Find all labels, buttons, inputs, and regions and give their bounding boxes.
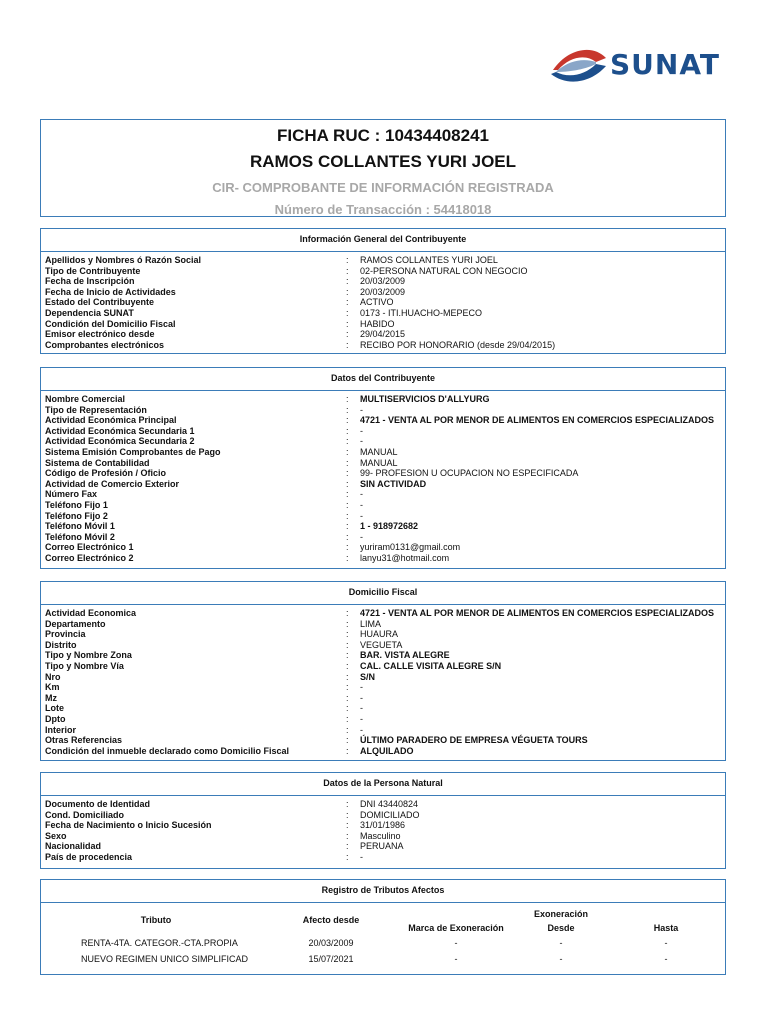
col-header-exoneracion: Exoneración xyxy=(533,909,589,919)
separator: : xyxy=(346,639,349,650)
table-row xyxy=(41,436,725,447)
separator: : xyxy=(346,531,349,542)
table-row xyxy=(41,693,725,704)
table-row xyxy=(41,799,725,810)
field-value: 99- PROFESION U OCUPACION NO ESPECIFICADA xyxy=(360,468,579,479)
col-header-tributo: Tributo xyxy=(140,915,172,925)
field-value: 4721 - VENTA AL POR MENOR DE ALIMENTOS EN COMERCIOS ESPECIALIZADOS xyxy=(360,608,715,618)
field-value: - xyxy=(360,713,363,724)
field-label: Teléfono Fijo 1 xyxy=(45,499,108,510)
separator: : xyxy=(346,478,349,489)
field-label: Actividad Economica xyxy=(45,608,137,618)
taxpayer-name: RAMOS COLLANTES YURI JOEL xyxy=(249,152,517,171)
field-value: 31/01/1986 xyxy=(360,820,406,831)
field-value: RECIBO POR HONORARIO (desde 29/04/2015) xyxy=(360,339,556,350)
separator: : xyxy=(346,692,349,703)
field-value: 4721 - VENTA AL POR MENOR DE ALIMENTOS EN COMERCIOS ESPECIALIZADOS xyxy=(360,415,715,426)
field-label: Teléfono Móvil 1 xyxy=(45,521,115,532)
separator: : xyxy=(346,608,349,618)
section-title: Domicilio Fiscal xyxy=(41,582,725,605)
table-row xyxy=(41,405,725,416)
table-row xyxy=(41,672,725,683)
separator: : xyxy=(346,724,349,735)
section-rows xyxy=(41,796,725,863)
separator: : xyxy=(346,394,349,404)
col-header-desde: Desde xyxy=(547,923,575,933)
table-row xyxy=(41,542,725,553)
tributo-cell-tributo: RENTA-4TA. CATEGOR.-CTA.PROPIA xyxy=(81,938,238,948)
field-value: BAR. VISTA ALEGRE xyxy=(360,650,450,661)
table-row xyxy=(41,340,725,351)
table-row xyxy=(41,297,725,308)
separator: : xyxy=(346,255,349,265)
table-row xyxy=(41,521,725,532)
field-value: RAMOS COLLANTES YURI JOEL xyxy=(360,255,498,265)
separator: : xyxy=(346,468,349,479)
table-row xyxy=(41,511,725,522)
separator: : xyxy=(346,446,349,457)
field-label: Tipo y Nombre Zona xyxy=(45,650,132,661)
separator: : xyxy=(346,489,349,500)
field-label: Documento de Identidad xyxy=(45,799,151,809)
field-label: Sistema de Contabilidad xyxy=(45,457,150,468)
sunat-swoosh-icon xyxy=(548,40,618,90)
table-row xyxy=(41,266,725,277)
field-label: Fecha de Nacimiento o Inicio Sucesión xyxy=(45,820,212,831)
field-label: Actividad Económica Secundaria 2 xyxy=(45,436,195,447)
field-label: Tipo y Nombre Vía xyxy=(45,660,124,671)
field-label: Correo Electrónico 2 xyxy=(45,552,134,563)
separator: : xyxy=(346,286,349,297)
section-rows xyxy=(41,605,725,756)
tributo-cell-marca: - xyxy=(454,938,458,948)
field-label: Teléfono Fijo 2 xyxy=(45,510,108,521)
tributo-cell-desde: - xyxy=(559,954,563,964)
separator: : xyxy=(346,682,349,693)
tributo-cell-afecto: 20/03/2009 xyxy=(308,938,354,948)
separator: : xyxy=(346,542,349,553)
field-value: SIN ACTIVIDAD xyxy=(360,478,427,489)
header-box xyxy=(40,119,726,217)
table-row xyxy=(41,714,725,725)
field-value: DOMICILIADO xyxy=(360,809,420,820)
field-label: Actividad Económica Secundaria 1 xyxy=(45,425,195,436)
separator: : xyxy=(346,660,349,671)
field-value: 02-PERSONA NATURAL CON NEGOCIO xyxy=(360,265,528,276)
field-label: Condición del Domicilio Fiscal xyxy=(45,318,176,329)
separator: : xyxy=(346,713,349,724)
separator: : xyxy=(346,650,349,661)
field-value: CAL. CALLE VISITA ALEGRE S/N xyxy=(360,660,502,671)
table-row xyxy=(41,415,725,426)
separator: : xyxy=(346,841,349,852)
field-value: - xyxy=(360,499,363,510)
separator: : xyxy=(346,307,349,318)
table-row xyxy=(41,479,725,490)
table-row xyxy=(41,682,725,693)
field-value: - xyxy=(360,682,363,693)
col-header-afecto-desde: Afecto desde xyxy=(302,915,360,925)
separator: : xyxy=(346,499,349,510)
field-value: - xyxy=(360,703,363,714)
field-label: País de procedencia xyxy=(45,851,133,862)
field-label: Apellidos y Nombres ó Razón Social xyxy=(45,255,202,265)
field-label: Cond. Domiciliado xyxy=(45,809,125,820)
section-title: Información General del Contribuyente xyxy=(41,229,725,252)
separator: : xyxy=(346,552,349,563)
separator: : xyxy=(346,404,349,415)
field-value: HUAURA xyxy=(360,629,399,640)
field-value: - xyxy=(360,851,363,862)
field-value: DNI 43440824 xyxy=(360,799,419,809)
field-label: Interior xyxy=(45,724,77,735)
section-rows xyxy=(41,252,725,350)
field-value: Masculino xyxy=(360,830,401,841)
col-header-hasta: Hasta xyxy=(653,923,679,933)
field-value: - xyxy=(360,436,363,447)
table-row xyxy=(41,287,725,298)
tributo-cell-hasta: - xyxy=(664,954,668,964)
separator: : xyxy=(346,703,349,714)
field-label: Número Fax xyxy=(45,489,98,500)
col-header-marca-exoneracion: Marca de Exoneración xyxy=(408,923,504,933)
field-value: ALQUILADO xyxy=(360,745,414,756)
field-label: Tipo de Representación xyxy=(45,404,147,415)
field-value: ÚLTIMO PARADERO DE EMPRESA VÉGUETA TOURS xyxy=(360,735,588,746)
section-title: Registro de Tributos Afectos xyxy=(41,880,725,903)
field-label: Fecha de Inicio de Actividades xyxy=(45,286,176,297)
field-value: 1 - 918972682 xyxy=(360,521,419,532)
separator: : xyxy=(346,415,349,426)
field-value: ACTIVO xyxy=(360,297,394,308)
separator: : xyxy=(346,329,349,340)
table-row xyxy=(41,489,725,500)
sunat-logo xyxy=(548,40,728,90)
table-row xyxy=(41,640,725,651)
field-value: 0173 - ITI.HUACHO-MEPECO xyxy=(360,307,483,318)
field-value: 20/03/2009 xyxy=(360,286,406,297)
table-row xyxy=(41,468,725,479)
table-row xyxy=(41,458,725,469)
separator: : xyxy=(346,425,349,436)
field-label: Provincia xyxy=(45,629,86,640)
field-label: Código de Profesión / Oficio xyxy=(45,468,167,479)
field-label: Dpto xyxy=(45,713,66,724)
table-row xyxy=(41,746,725,757)
field-value: - xyxy=(360,692,363,703)
separator: : xyxy=(346,436,349,447)
field-label: Actividad Económica Principal xyxy=(45,415,177,426)
field-label: Sistema Emisión Comprobantes de Pago xyxy=(45,446,221,457)
field-label: Nombre Comercial xyxy=(45,394,126,404)
table-row xyxy=(41,650,725,661)
field-label: Correo Electrónico 1 xyxy=(45,542,134,553)
table-row xyxy=(41,394,725,405)
table-row xyxy=(41,608,725,619)
transaction-number: Número de Transacción : 54418018 xyxy=(274,202,492,217)
table-row xyxy=(41,725,725,736)
document-subtitle: CIR- COMPROBANTE DE INFORMACIÓN REGISTRADA xyxy=(212,180,554,195)
field-value: MANUAL xyxy=(360,457,398,468)
separator: : xyxy=(346,457,349,468)
section-domicilio-fiscal xyxy=(40,581,726,761)
field-value: - xyxy=(360,531,363,542)
separator: : xyxy=(346,297,349,308)
table-row xyxy=(41,841,725,852)
field-value: - xyxy=(360,404,363,415)
table-row xyxy=(41,553,725,564)
separator: : xyxy=(346,629,349,640)
separator: : xyxy=(346,820,349,831)
separator: : xyxy=(346,521,349,532)
separator: : xyxy=(346,510,349,521)
tributo-cell-tributo: NUEVO REGIMEN UNICO SIMPLIFICAD xyxy=(81,954,249,964)
field-value: - xyxy=(360,425,363,436)
table-row xyxy=(41,319,725,330)
field-label: Emisor electrónico desde xyxy=(45,329,155,340)
field-value: yuriram0131@gmail.com xyxy=(360,542,461,553)
table-row xyxy=(41,276,725,287)
table-row xyxy=(41,426,725,437)
separator: : xyxy=(346,318,349,329)
section-title: Datos del Contribuyente xyxy=(41,368,725,391)
field-label: Mz xyxy=(45,692,57,703)
separator: : xyxy=(346,276,349,287)
field-label: Otras Referencias xyxy=(45,735,123,746)
field-label: Distrito xyxy=(45,639,77,650)
field-label: Dependencia SUNAT xyxy=(45,307,134,318)
separator: : xyxy=(346,799,349,809)
field-value: - xyxy=(360,510,363,521)
ficha-ruc-title: FICHA RUC : 10434408241 xyxy=(277,126,489,145)
separator: : xyxy=(346,745,349,756)
section-persona-natural xyxy=(40,772,726,869)
table-row xyxy=(41,820,725,831)
field-label: Lote xyxy=(45,703,64,714)
separator: : xyxy=(346,618,349,629)
table-row xyxy=(41,308,725,319)
field-value: lanyu31@hotmail.com xyxy=(360,552,450,563)
table-row xyxy=(41,329,725,340)
separator: : xyxy=(346,671,349,682)
field-label: Fecha de Inscripción xyxy=(45,276,135,287)
section-datos-contribuyente xyxy=(40,367,726,569)
field-value: S/N xyxy=(360,671,376,682)
field-value: VEGUETA xyxy=(360,639,403,650)
tributo-cell-afecto: 15/07/2021 xyxy=(308,954,354,964)
table-row xyxy=(41,629,725,640)
field-label: Actividad de Comercio Exterior xyxy=(45,478,180,489)
tributo-cell-desde: - xyxy=(559,938,563,948)
separator: : xyxy=(346,735,349,746)
field-label: Teléfono Móvil 2 xyxy=(45,531,115,542)
field-label: Comprobantes electrónicos xyxy=(45,339,165,350)
separator: : xyxy=(346,339,349,350)
field-label: Condición del inmueble declarado como Domicilio Fiscal xyxy=(45,745,290,756)
separator: : xyxy=(346,830,349,841)
separator: : xyxy=(346,851,349,862)
table-row xyxy=(41,852,725,863)
table-row xyxy=(41,810,725,821)
section-rows xyxy=(41,391,725,564)
field-value: PERUANA xyxy=(360,841,404,852)
sunat-logo-text: SUNAT xyxy=(610,48,720,81)
separator: : xyxy=(346,809,349,820)
section-tributos xyxy=(40,879,726,975)
section-title: Datos de la Persona Natural xyxy=(41,773,725,796)
table-row xyxy=(41,500,725,511)
tributo-cell-hasta: - xyxy=(664,938,668,948)
field-value: MULTISERVICIOS D'ALLYURG xyxy=(360,394,490,404)
table-row xyxy=(41,831,725,842)
field-label: Departamento xyxy=(45,618,106,629)
table-row xyxy=(41,619,725,630)
field-value: LIMA xyxy=(360,618,382,629)
tributo-cell-marca: - xyxy=(454,954,458,964)
table-row xyxy=(41,447,725,458)
field-value: - xyxy=(360,489,363,500)
field-value: - xyxy=(360,724,363,735)
table-row xyxy=(41,735,725,746)
field-label: Nro xyxy=(45,671,61,682)
table-row xyxy=(41,703,725,714)
field-value: 20/03/2009 xyxy=(360,276,406,287)
table-row xyxy=(41,255,725,266)
field-label: Tipo de Contribuyente xyxy=(45,265,141,276)
field-label: Sexo xyxy=(45,830,67,841)
table-row xyxy=(41,661,725,672)
field-label: Nacionalidad xyxy=(45,841,102,852)
section-info-general xyxy=(40,228,726,354)
field-label: Km xyxy=(45,682,60,693)
field-label: Estado del Contribuyente xyxy=(45,297,155,308)
field-value: HABIDO xyxy=(360,318,395,329)
field-value: MANUAL xyxy=(360,446,398,457)
separator: : xyxy=(346,265,349,276)
field-value: 29/04/2015 xyxy=(360,329,406,340)
table-row xyxy=(41,532,725,543)
